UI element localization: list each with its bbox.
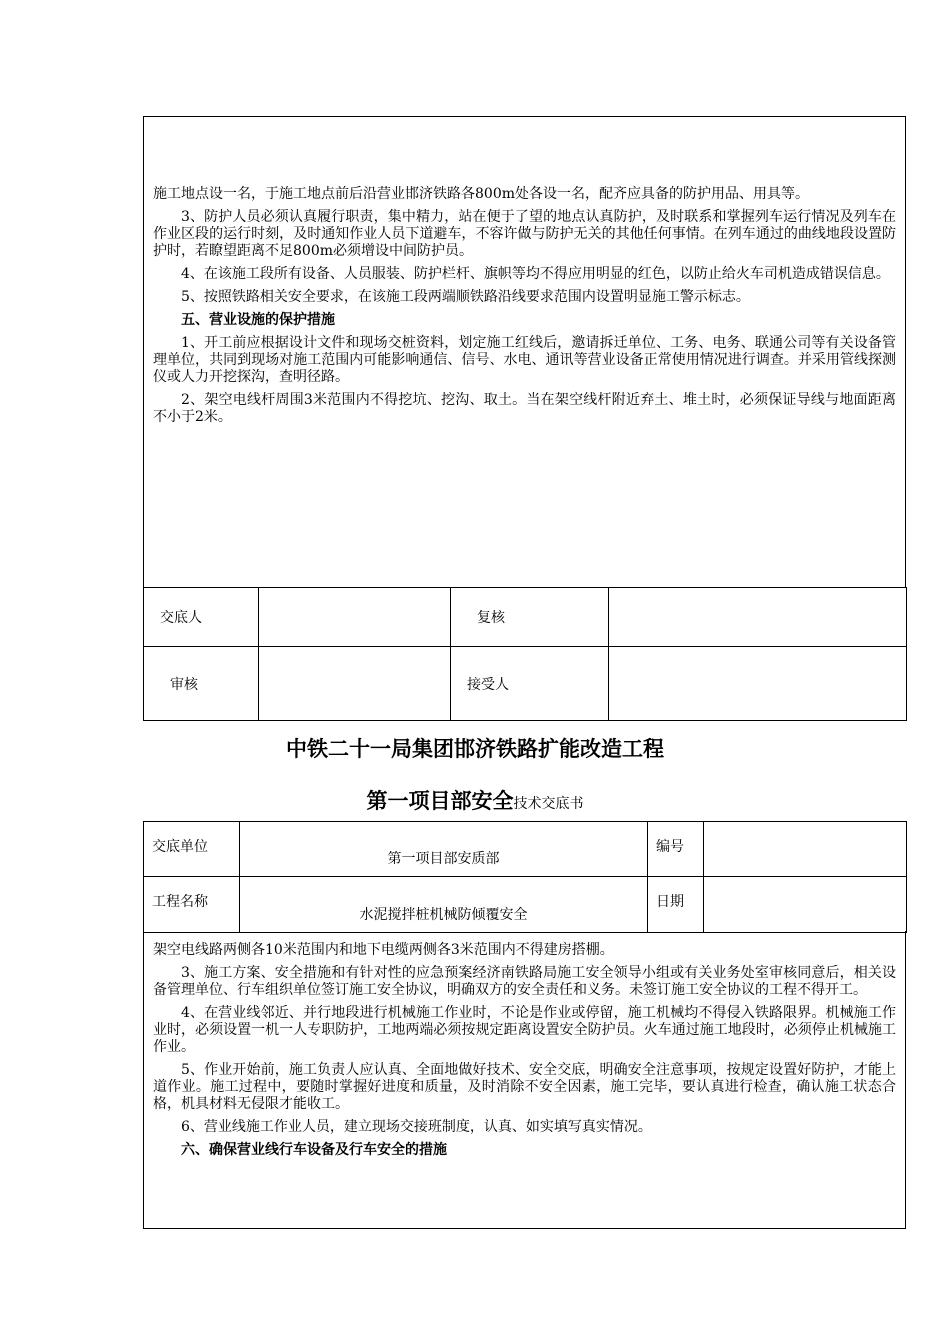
unit-value-cell xyxy=(240,822,648,877)
paragraph: 6、营业线施工作业人员，建立现场交接班制度，认真、如实填写真实情况。 xyxy=(181,1119,652,1135)
subtitle-normal: 技术交底书 xyxy=(513,796,584,812)
shenhe-label: 审核 xyxy=(144,647,259,721)
section-heading: 六、确保营业线行车设备及行车安全的措施 xyxy=(181,1142,447,1158)
document-title: 中铁二十一局集团邯济铁路扩能改造工程 xyxy=(286,737,664,761)
date-label: 日期 xyxy=(656,894,684,910)
unit-value: 第一项目部安质部 xyxy=(387,851,500,867)
paragraph: 架空电线路两侧各10米范围内和地下电缆两侧各3米范围内不得建房搭棚。 xyxy=(153,942,614,958)
jiaodiren-value xyxy=(259,588,451,647)
paragraph: 3、施工方案、安全措施和有针对性的应急预案经济南铁路局施工安全领导小组或有关业务处室审核同意后，相关设备管理单位、行车组织单位签订施工安全协议，明确双方的安全责任和义务。未签订施工安全协议的工程不得开工。 xyxy=(153,965,896,998)
paragraph: 施工地点设一名，于施工地点前后沿营业邯济铁路各800m处各设一名，配齐应具备的防护用品、用具等。 xyxy=(153,186,809,202)
subtitle-bold: 第一项目部安全 xyxy=(366,789,514,813)
jiaodiren-label: 交底人 xyxy=(144,588,259,647)
bottom-content-box xyxy=(143,931,906,1229)
unit-label: 交底单位 xyxy=(152,839,208,855)
document-subtitle xyxy=(0,785,950,815)
paragraph: 5、按照铁路相关安全要求，在该施工段两端顺铁路沿线要求范围内设置明显施工警示标志。 xyxy=(181,289,750,305)
project-label: 工程名称 xyxy=(152,894,208,910)
project-value-cell xyxy=(240,877,648,933)
paragraph: 4、在该施工段所有设备、人员服装、防护栏杆、旗帜等均不得应用明显的红色，以防止给火车司机造成错误信息。 xyxy=(181,266,890,282)
fuhe-label: 复核 xyxy=(451,588,609,647)
unit-label-cell xyxy=(144,822,240,877)
signature-table xyxy=(143,587,907,721)
paragraph: 2、架空电线杆周围3米范围内不得挖坑、挖沟、取土。当在架空线杆附近弃土、堆土时，必须保证导线与地面距离不小于2米。 xyxy=(153,392,896,425)
date-label-cell xyxy=(648,877,704,933)
paragraph: 3、防护人员必须认真履行职责，集中精力，站在便于了望的地点认真防护，及时联系和掌握列车运行情况及列车在作业区段的运行时刻，及时通知作业人员下道避车，不容许做与防护无关的其他任何事情。在列车通过的曲线地段设置防护时，若瞭望距离不足800m必须增设中间防护员。 xyxy=(153,209,896,259)
paragraph: 5、作业开始前，施工负责人应认真、全面地做好技术、安全交底，明确安全注意事项，按规定设置好防护，才能上道作业。施工过程中，要随时掌握好进度和质量，及时消除不安全因素，施工完毕，要认真进行检查，确认施工状态合格，机具材料无侵限才能收工。 xyxy=(153,1062,896,1112)
project-value: 水泥搅拌桩机械防倾覆安全 xyxy=(359,907,528,923)
number-value-cell xyxy=(704,822,907,877)
number-label-cell xyxy=(648,822,704,877)
paragraph: 4、在营业线邻近、并行地段进行机械施工作业时，不论是作业或停留，施工机械均不得侵入铁路限界。机械施工作业时，必须设置一机一人专职防护，工地两端必须按规定距离设置安全防护员。火车通过施工地段时，必须停止机械施工作业。 xyxy=(153,1005,896,1055)
shenhe-value xyxy=(259,647,451,721)
jieshouren-label: 接受人 xyxy=(451,647,609,721)
date-value-cell xyxy=(704,877,907,933)
top-content-box xyxy=(143,116,906,588)
info-table xyxy=(143,821,907,933)
fuhe-value xyxy=(609,588,907,647)
paragraph: 1、开工前应根据设计文件和现场交桩资料，划定施工红线后，邀请拆迁单位、工务、电务、联通公司等有关设备管理单位，共同到现场对施工范围内可能影响通信、信号、水电、通讯等营业设备正常使用情况进行调查。并采用管线探测仪或人力开挖探沟，查明径路。 xyxy=(153,335,896,385)
project-label-cell xyxy=(144,877,240,933)
number-label: 编号 xyxy=(656,839,684,855)
section-heading: 五、营业设施的保护措施 xyxy=(181,312,335,328)
jieshouren-value xyxy=(609,647,907,721)
